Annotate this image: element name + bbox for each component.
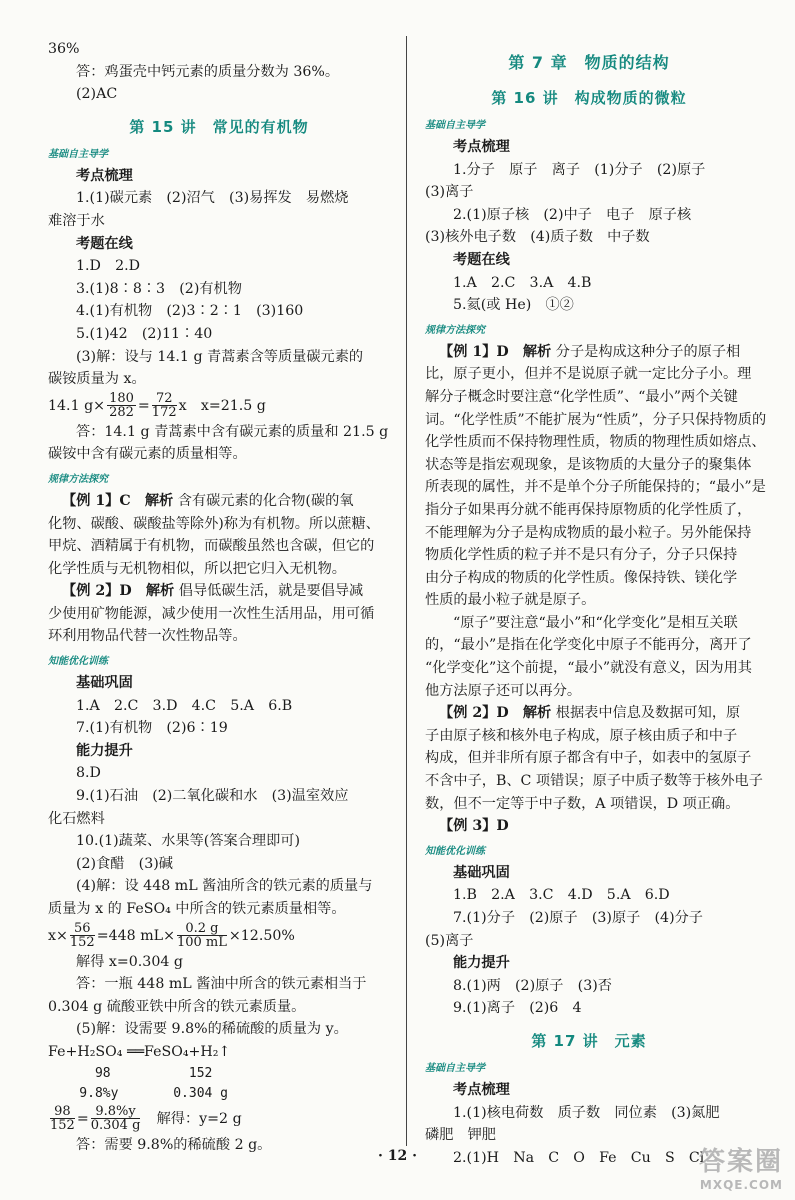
chemical-reaction: Fe+H₂SO₄ ══FeSO₄+H₂↑ — [48, 1043, 231, 1060]
text-line: 性质的最小粒子就是原子。 — [425, 592, 596, 609]
watermark-text: 答案圈 — [698, 1147, 783, 1177]
text-line: 不含中子，B、C 项错误；原子中质子数等于核外电子 — [425, 773, 763, 790]
text-line: 1.B 2.A 3.C 4.D 5.A 6.D — [453, 887, 670, 904]
text-line: 解分子概念时要注意“化学性质”、“最小”两个关键 — [425, 388, 738, 405]
section-label: 基础自主导学 — [425, 1062, 485, 1074]
text-line: (5)离子 — [425, 932, 474, 949]
subsection-title: 考点梳理 — [76, 167, 133, 184]
text-line: 5.(1)42 (2)11∶40 — [76, 325, 213, 342]
subsection-title: 基础巩固 — [453, 864, 510, 881]
text-line: 1.(1)碳元素 (2)沼气 (3)易挥发 易燃烧 — [76, 190, 349, 207]
text-line: 解得 x=0.304 g — [76, 953, 183, 970]
numerator: 72 — [152, 392, 177, 406]
text-line: 36% — [48, 41, 80, 57]
numerator: 98 — [50, 1105, 75, 1119]
text-line: (2)食醋 (3)碱 — [76, 855, 173, 872]
text-line: 1.D 2.D — [76, 258, 141, 275]
denominator: 282 — [109, 405, 134, 421]
text-line: 物质化学性质的粒子并不是只有分子，分子只保持 — [425, 547, 738, 564]
text-line: 1.(1)核电荷数 质子数 同位素 (3)氮肥 — [453, 1104, 720, 1121]
equation-3 — [48, 1104, 390, 1134]
example-text: 含有碳元素的化合物(碳的氧 — [173, 492, 354, 509]
text-line: 子由原子核和核外电子构成，原子核由质子和中子 — [425, 727, 738, 744]
denominator: 100 mL — [176, 935, 227, 951]
denominator: 152 — [50, 1118, 75, 1134]
text-line: 答：一瓶 448 mL 酱油中所含的铁元素相当于 — [76, 976, 367, 993]
numerator: 180 — [109, 391, 134, 407]
lecture-16-title: 第 16 讲 构成物质的微粒 — [491, 89, 687, 107]
subsection-title: 能力提升 — [76, 742, 133, 759]
example-text: 倡导低碳生活，就是要倡导减 — [174, 583, 364, 600]
text-line: 0.304 g 硫酸亚铁中所含的铁元素质量。 — [48, 998, 306, 1015]
example-text: 根据表中信息及数据可知，原 — [551, 705, 741, 722]
text-line: (4)解：设 448 mL 酱油所含的铁元素的质量与 — [76, 878, 373, 895]
text-line: (2)AC — [76, 86, 118, 103]
eq-text: x× — [48, 927, 68, 944]
text-line: 化学性质与无机物相似，所以把它归入无机物。 — [48, 560, 346, 577]
example-label: 【例 2】D 解析 — [439, 705, 552, 722]
reaction-row: 98 152 — [48, 1065, 213, 1081]
eq-text: x x=21.5 g — [178, 397, 266, 414]
text-line: 所表现的属性，并不是单个分子所能保持的；“最小”是 — [425, 479, 766, 496]
text-line: 9.(1)离子 (2)6 4 — [453, 1000, 582, 1017]
text-line: 8.(1)两 (2)原子 (3)否 — [453, 977, 612, 994]
numerator: 9.8%y — [91, 1105, 141, 1119]
watermark-url: MXQE.COM — [699, 1178, 783, 1192]
section-label: 规律方法探究 — [425, 324, 485, 336]
example-label: 【例 2】D 解析 — [62, 583, 175, 600]
text-line: 化石燃料 — [48, 810, 105, 827]
text-line: 5.氦(或 He) ①② — [453, 297, 574, 314]
section-label: 知能优化训练 — [48, 656, 108, 668]
text-line: 2.(1)原子核 (2)中子 电子 原子核 — [453, 206, 692, 223]
text-line: 碳铵质量为 x。 — [48, 371, 146, 388]
text-line: 答：需要 9.8%的稀硫酸 2 g。 — [76, 1136, 272, 1153]
example-2 — [48, 580, 390, 603]
text-line: 9.(1)石油 (2)二氧化碳和水 (3)温室效应 — [76, 788, 349, 805]
equation-1 — [48, 391, 390, 421]
example-2 — [425, 702, 753, 725]
section-label: 基础自主导学 — [425, 120, 485, 131]
text-line: 由分子构成的物质的化学性质。像保持铁、镁化学 — [425, 569, 738, 586]
text-line: 数，但不一定等于中子数，A 项错误，D 项正确。 — [425, 795, 740, 812]
text-line: 碳铵中含有碳元素的质量相等。 — [48, 446, 247, 463]
text-line: 比，原子更小，但并不是说原子就一定比分子小。理 — [425, 366, 752, 383]
text-line: 磷肥 钾肥 — [425, 1127, 496, 1144]
eq-text: = — [137, 397, 150, 414]
column-divider — [406, 36, 407, 1146]
denominator: 152 — [69, 935, 95, 951]
eq-text: 14.1 g× — [48, 397, 106, 414]
text-line: 难溶于水 — [48, 212, 105, 229]
text-line: 甲烷、酒精属于有机物，而碳酸虽然也含碳，但它的 — [48, 538, 375, 555]
chapter-7-title: 第 7 章 物质的结构 — [508, 53, 670, 72]
section-label: 规律方法探究 — [48, 473, 108, 485]
text-line: 不能理解为分子是构成物质的最小粒子。另外能保持 — [425, 524, 752, 541]
text-line: 7.(1)有机物 (2)6∶19 — [76, 720, 228, 737]
subsection-title: 能力提升 — [453, 955, 510, 972]
text-line: 指分子如果再分就不能再保持原物质的化学性质了， — [425, 501, 752, 518]
text-line: 3.(1)8∶8∶3 (2)有机物 — [76, 280, 242, 297]
text-line: (3)离子 — [425, 184, 474, 201]
left-column — [48, 38, 390, 1156]
equation-2 — [48, 921, 390, 951]
section-label: 知能优化训练 — [425, 845, 485, 857]
subsection-title: 考点梳理 — [453, 1081, 510, 1098]
text-line: 化学性质而不保持物理性质，物质的物理性质如熔点、 — [425, 434, 766, 451]
text-line: 7.(1)分子 (2)原子 (3)原子 (4)分子 — [453, 910, 703, 926]
text-line: 他方法原子还可以再分。 — [425, 682, 582, 699]
text-line: “原子”要注意“最小”和“化学变化”是相互关联 — [453, 614, 738, 631]
numerator: 56 — [70, 922, 95, 936]
lecture-15-title: 第 15 讲 常见的有机物 — [129, 117, 309, 136]
subsection-title: 考题在线 — [76, 235, 133, 252]
text-line: 10.(1)蔬菜、水果等(答案合理即可) — [76, 833, 300, 850]
text-line: (3)核外电子数 (4)质子数 中子数 — [425, 229, 650, 246]
fraction — [152, 392, 177, 419]
watermark-logo — [699, 1141, 783, 1192]
text-line: 的，“最小”是指在化学变化中原子不能再分，离开了 — [425, 637, 752, 654]
text-line: “化学变化”这个前提，“最小”就没有意义，因为用其 — [425, 660, 752, 677]
eq-text: 解得：y=2 g — [142, 1110, 242, 1127]
text-line: (5)解：设需要 9.8%的稀硫酸的质量为 y。 — [76, 1021, 348, 1038]
text-line: 1.A 2.C 3.D 4.C 5.A 6.B — [76, 697, 293, 714]
text-line: 构成，但并非所有原子都含有中子，如表中的氢原子 — [425, 750, 752, 767]
text-line: 答：鸡蛋壳中钙元素的质量分数为 36%。 — [76, 63, 340, 80]
text-line: 质量为 x 的 FeSO₄ 中所含的铁元素质量相等。 — [48, 901, 346, 917]
reaction-row: 9.8%y 0.304 g — [48, 1085, 229, 1101]
denominator: 172 — [151, 405, 177, 421]
example-1 — [425, 341, 753, 364]
lecture-17-title: 第 17 讲 元素 — [531, 1031, 647, 1050]
fraction — [177, 922, 227, 949]
example-label: 【例 1】D 解析 — [439, 343, 552, 360]
text-line: 1.分子 原子 离子 (1)分子 (2)原子 — [453, 161, 706, 178]
example-label: 【例 1】C 解析 — [62, 492, 174, 509]
text-line: 2.(1)H Na C O Fe Cu S Cl — [453, 1149, 705, 1166]
text-line: 环利用物品代替一次性物品等。 — [48, 628, 247, 645]
text-line: 8.D — [76, 765, 101, 782]
text-line: 化物、碳酸、碳酸盐等除外)称为有机物。所以蔗糖、 — [48, 515, 380, 532]
text-line: 少使用矿物能源，减少使用一次性生活用品，用可循 — [48, 605, 375, 622]
fraction — [107, 392, 136, 419]
text-line: 状态等是指宏观现象，是该物质的大量分子的聚集体 — [425, 456, 752, 473]
text-line: (3)解：设与 14.1 g 青蒿素含等质量碳元素的 — [76, 348, 364, 365]
numerator: 0.2 g — [177, 922, 227, 936]
eq-text: =448 mL× — [96, 927, 175, 944]
fraction — [50, 1105, 75, 1132]
example-text: 分子是构成这种分子的原子相 — [551, 343, 741, 360]
example-3: 【例 3】D — [439, 818, 509, 835]
subsection-title: 基础巩固 — [76, 675, 133, 692]
section-label: 基础自主导学 — [48, 148, 108, 160]
denominator: 0.304 g — [90, 1118, 141, 1134]
subsection-title: 考点梳理 — [453, 139, 510, 155]
text-line: 4.(1)有机物 (2)3∶2∶1 (3)160 — [76, 303, 304, 320]
text-line: 1.A 2.C 3.A 4.B — [453, 274, 592, 291]
text-line: 词。“化学性质”不能扩展为“性质”，分子只保持物质的 — [425, 411, 767, 428]
fraction — [91, 1105, 141, 1132]
eq-text: ×12.50% — [228, 927, 295, 944]
page-number: · 12 · — [378, 1148, 417, 1164]
text-line: 答：14.1 g 青蒿素中含有碳元素的质量和 21.5 g — [76, 423, 389, 440]
eq-text: = — [76, 1110, 89, 1127]
example-1 — [48, 490, 390, 513]
fraction — [70, 922, 95, 949]
subsection-title: 考题在线 — [453, 251, 510, 268]
